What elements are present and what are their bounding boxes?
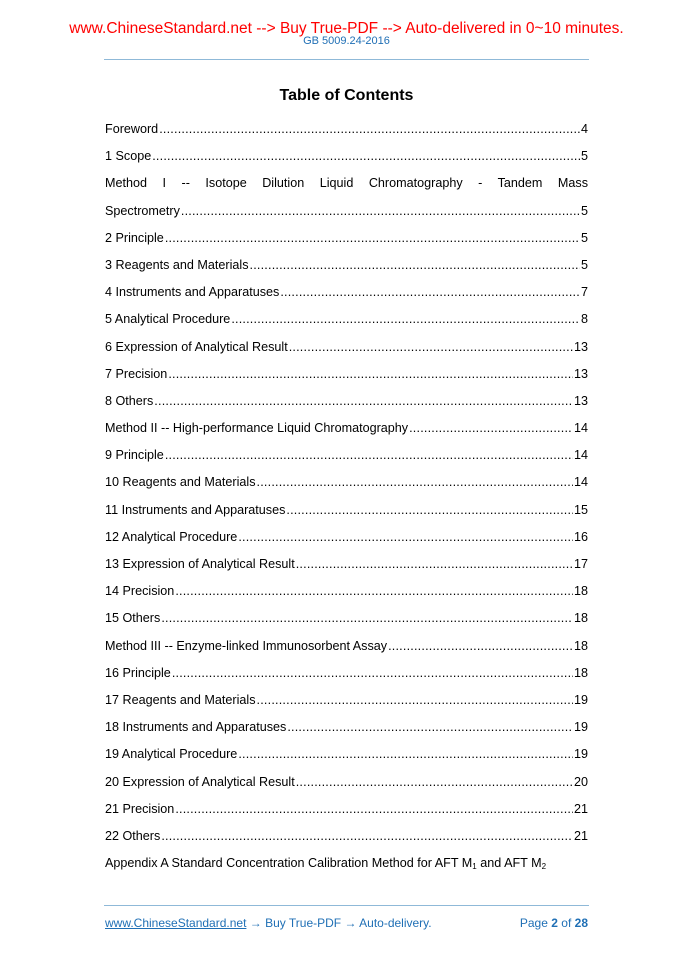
toc-leader-dots [287, 716, 573, 738]
footer-buy-text: Buy True-PDF [265, 916, 342, 930]
toc-entry[interactable] [105, 580, 588, 607]
toc-leader-dots [152, 145, 580, 167]
toc-leader-dots [388, 635, 573, 657]
toc-entry[interactable] [105, 689, 588, 716]
toc-leader-dots [175, 580, 573, 602]
toc-leader-dots [286, 499, 573, 521]
toc-entry[interactable] [105, 635, 588, 662]
toc-entry[interactable] [105, 798, 588, 825]
promo-banner[interactable]: www.ChineseStandard.net --> Buy True-PDF --> Auto-delivered in 0~10 minutes. [69, 20, 624, 37]
toc-entry-label: 8 Others [105, 393, 154, 408]
toc-entry-page: 4 [580, 122, 588, 136]
toc-entry-page: 15 [573, 502, 588, 517]
toc-leader-dots [296, 771, 573, 793]
toc-entry[interactable] [105, 390, 588, 417]
toc-entry[interactable] [105, 336, 588, 363]
toc-entry-label: 7 Precision [105, 366, 168, 381]
footer-delivery-text: Auto-delivery. [359, 916, 432, 930]
toc-entry-label: Method II -- High-performance Liquid Chromatography [105, 421, 409, 436]
total-pages: 28 [574, 916, 588, 930]
toc-entry[interactable] [105, 200, 588, 227]
toc-leader-dots [296, 553, 573, 575]
toc-entry-label: 19 Analytical Procedure [105, 747, 238, 762]
toc-entry-page: 18 [573, 611, 588, 626]
toc-entry-label: 17 Reagents and Materials [105, 692, 256, 707]
toc-entry-page: 8 [580, 312, 588, 327]
toc-entry[interactable] [105, 417, 588, 444]
toc-entry-appendix[interactable] [105, 852, 588, 879]
toc-entry[interactable] [105, 308, 588, 335]
appendix-text: Appendix A Standard Concentration Calibration Method for AFT M [105, 856, 473, 871]
toc-entry-page: 14 [573, 448, 588, 463]
toc-entry-label: 3 Reagents and Materials [105, 257, 249, 272]
toc-leader-dots [159, 118, 580, 140]
toc-entry-label: 4 Instruments and Apparatuses [105, 285, 280, 300]
toc-entry-label: Foreword [105, 122, 159, 136]
toc-leader-dots [181, 200, 580, 222]
toc-entry-page: 19 [573, 720, 588, 735]
toc-leader-dots [231, 308, 580, 330]
toc-entry-page: 19 [573, 747, 588, 762]
toc-entry-page: 7 [580, 285, 588, 300]
toc-entry[interactable] [105, 526, 588, 553]
toc-leader-dots [154, 390, 573, 412]
toc-entry[interactable] [105, 743, 588, 770]
toc-entry[interactable] [105, 553, 588, 580]
current-page: 2 [551, 916, 558, 930]
footer-promo[interactable] [105, 916, 432, 930]
toc-entry-label [105, 852, 546, 878]
toc-entry-page: 13 [573, 339, 588, 354]
toc-leader-dots [238, 743, 573, 765]
toc-entry-label: 10 Reagents and Materials [105, 475, 256, 490]
toc-entry-page: 13 [573, 366, 588, 381]
toc-entry-page: 5 [580, 230, 588, 245]
toc-entry-label: 6 Expression of Analytical Result [105, 339, 288, 354]
toc-entry-page: 14 [573, 421, 588, 436]
arrow-icon: → [246, 916, 266, 930]
toc-entry-page: 21 [573, 801, 588, 816]
toc-leader-dots [289, 336, 573, 358]
toc-entry-page: 20 [573, 774, 588, 789]
toc-leader-dots [280, 281, 580, 303]
toc-entry-label: 12 Analytical Procedure [105, 529, 238, 544]
toc-entry-label: 18 Instruments and Apparatuses [105, 720, 287, 735]
toc-entry[interactable] [105, 444, 588, 471]
toc-entry[interactable] [105, 172, 588, 199]
toc-entry-page: 5 [580, 257, 588, 272]
toc-leader-dots [172, 662, 573, 684]
table-of-contents [105, 118, 588, 879]
toc-entry-label: 22 Others [105, 828, 161, 843]
toc-entry[interactable] [105, 825, 588, 852]
document-id: GB 5009.24-2016 [303, 35, 390, 47]
toc-entry-label: Method I -- Isotope Dilution Liquid Chromatography - Tandem Mass [105, 176, 588, 191]
toc-entry-label: 16 Principle [105, 665, 171, 680]
page-label: Page [519, 916, 548, 930]
toc-entry[interactable] [105, 716, 588, 743]
toc-leader-dots [168, 363, 573, 385]
toc-entry[interactable] [105, 118, 588, 145]
header-divider [104, 59, 589, 60]
toc-entry-label: Spectrometry [105, 203, 180, 218]
appendix-and: and AFT M [476, 856, 542, 871]
toc-leader-dots [161, 607, 573, 629]
toc-entry-label: 13 Expression of Analytical Result [105, 557, 295, 571]
arrow-icon: → [341, 916, 360, 930]
footer-site-link[interactable]: www.ChineseStandard.net [105, 916, 247, 930]
toc-entry-page: 13 [573, 393, 588, 408]
toc-leader-dots [257, 689, 573, 711]
toc-entry-label: 20 Expression of Analytical Result [105, 774, 295, 789]
toc-entry-label: 21 Precision [105, 801, 175, 816]
toc-leader-dots [238, 526, 573, 548]
toc-entry[interactable] [105, 499, 588, 526]
toc-entry-page: 18 [573, 638, 588, 653]
of-label: of [561, 916, 572, 930]
subscript: 2 [541, 862, 547, 872]
toc-entry-label: 1 Scope [105, 149, 152, 164]
toc-leader-dots [409, 417, 573, 439]
toc-entry-label: 14 Precision [105, 584, 175, 599]
toc-entry-page: 21 [573, 828, 588, 843]
subscript: 1 [472, 862, 477, 872]
toc-entry-page: 5 [580, 149, 588, 164]
toc-entry[interactable] [105, 363, 588, 390]
toc-entry-page: 18 [573, 584, 588, 599]
toc-leader-dots [165, 227, 580, 249]
toc-leader-dots [250, 254, 580, 276]
toc-entry-label: 9 Principle [105, 448, 164, 463]
toc-entry[interactable] [105, 471, 588, 498]
toc-entry[interactable] [105, 145, 588, 172]
toc-leader-dots [175, 798, 573, 820]
toc-entry[interactable] [105, 281, 588, 308]
toc-entry[interactable] [105, 254, 588, 281]
toc-entry-page: 17 [573, 557, 588, 571]
toc-entry-label: Method III -- Enzyme-linked Immunosorbent Assay [105, 638, 388, 653]
toc-entry-page: 14 [573, 475, 588, 490]
page-title: Table of Contents [279, 87, 414, 104]
toc-entry-label: 11 Instruments and Apparatuses [105, 502, 286, 517]
page-indicator [500, 916, 588, 930]
toc-leader-dots [161, 825, 573, 847]
toc-entry[interactable] [105, 607, 588, 634]
toc-leader-dots [257, 471, 573, 493]
toc-entry[interactable] [105, 771, 588, 798]
toc-entry-label: 15 Others [105, 611, 161, 626]
toc-entry-label: 2 Principle [105, 230, 164, 245]
toc-entry-page: 5 [580, 203, 588, 218]
toc-leader-dots [165, 444, 573, 466]
footer-divider [104, 905, 589, 906]
toc-entry-page: 19 [573, 692, 588, 707]
toc-entry[interactable] [105, 227, 588, 254]
toc-entry[interactable] [105, 662, 588, 689]
toc-entry-page: 18 [573, 665, 588, 680]
toc-entry-page: 16 [573, 529, 588, 544]
toc-entry-label: 5 Analytical Procedure [105, 312, 231, 327]
